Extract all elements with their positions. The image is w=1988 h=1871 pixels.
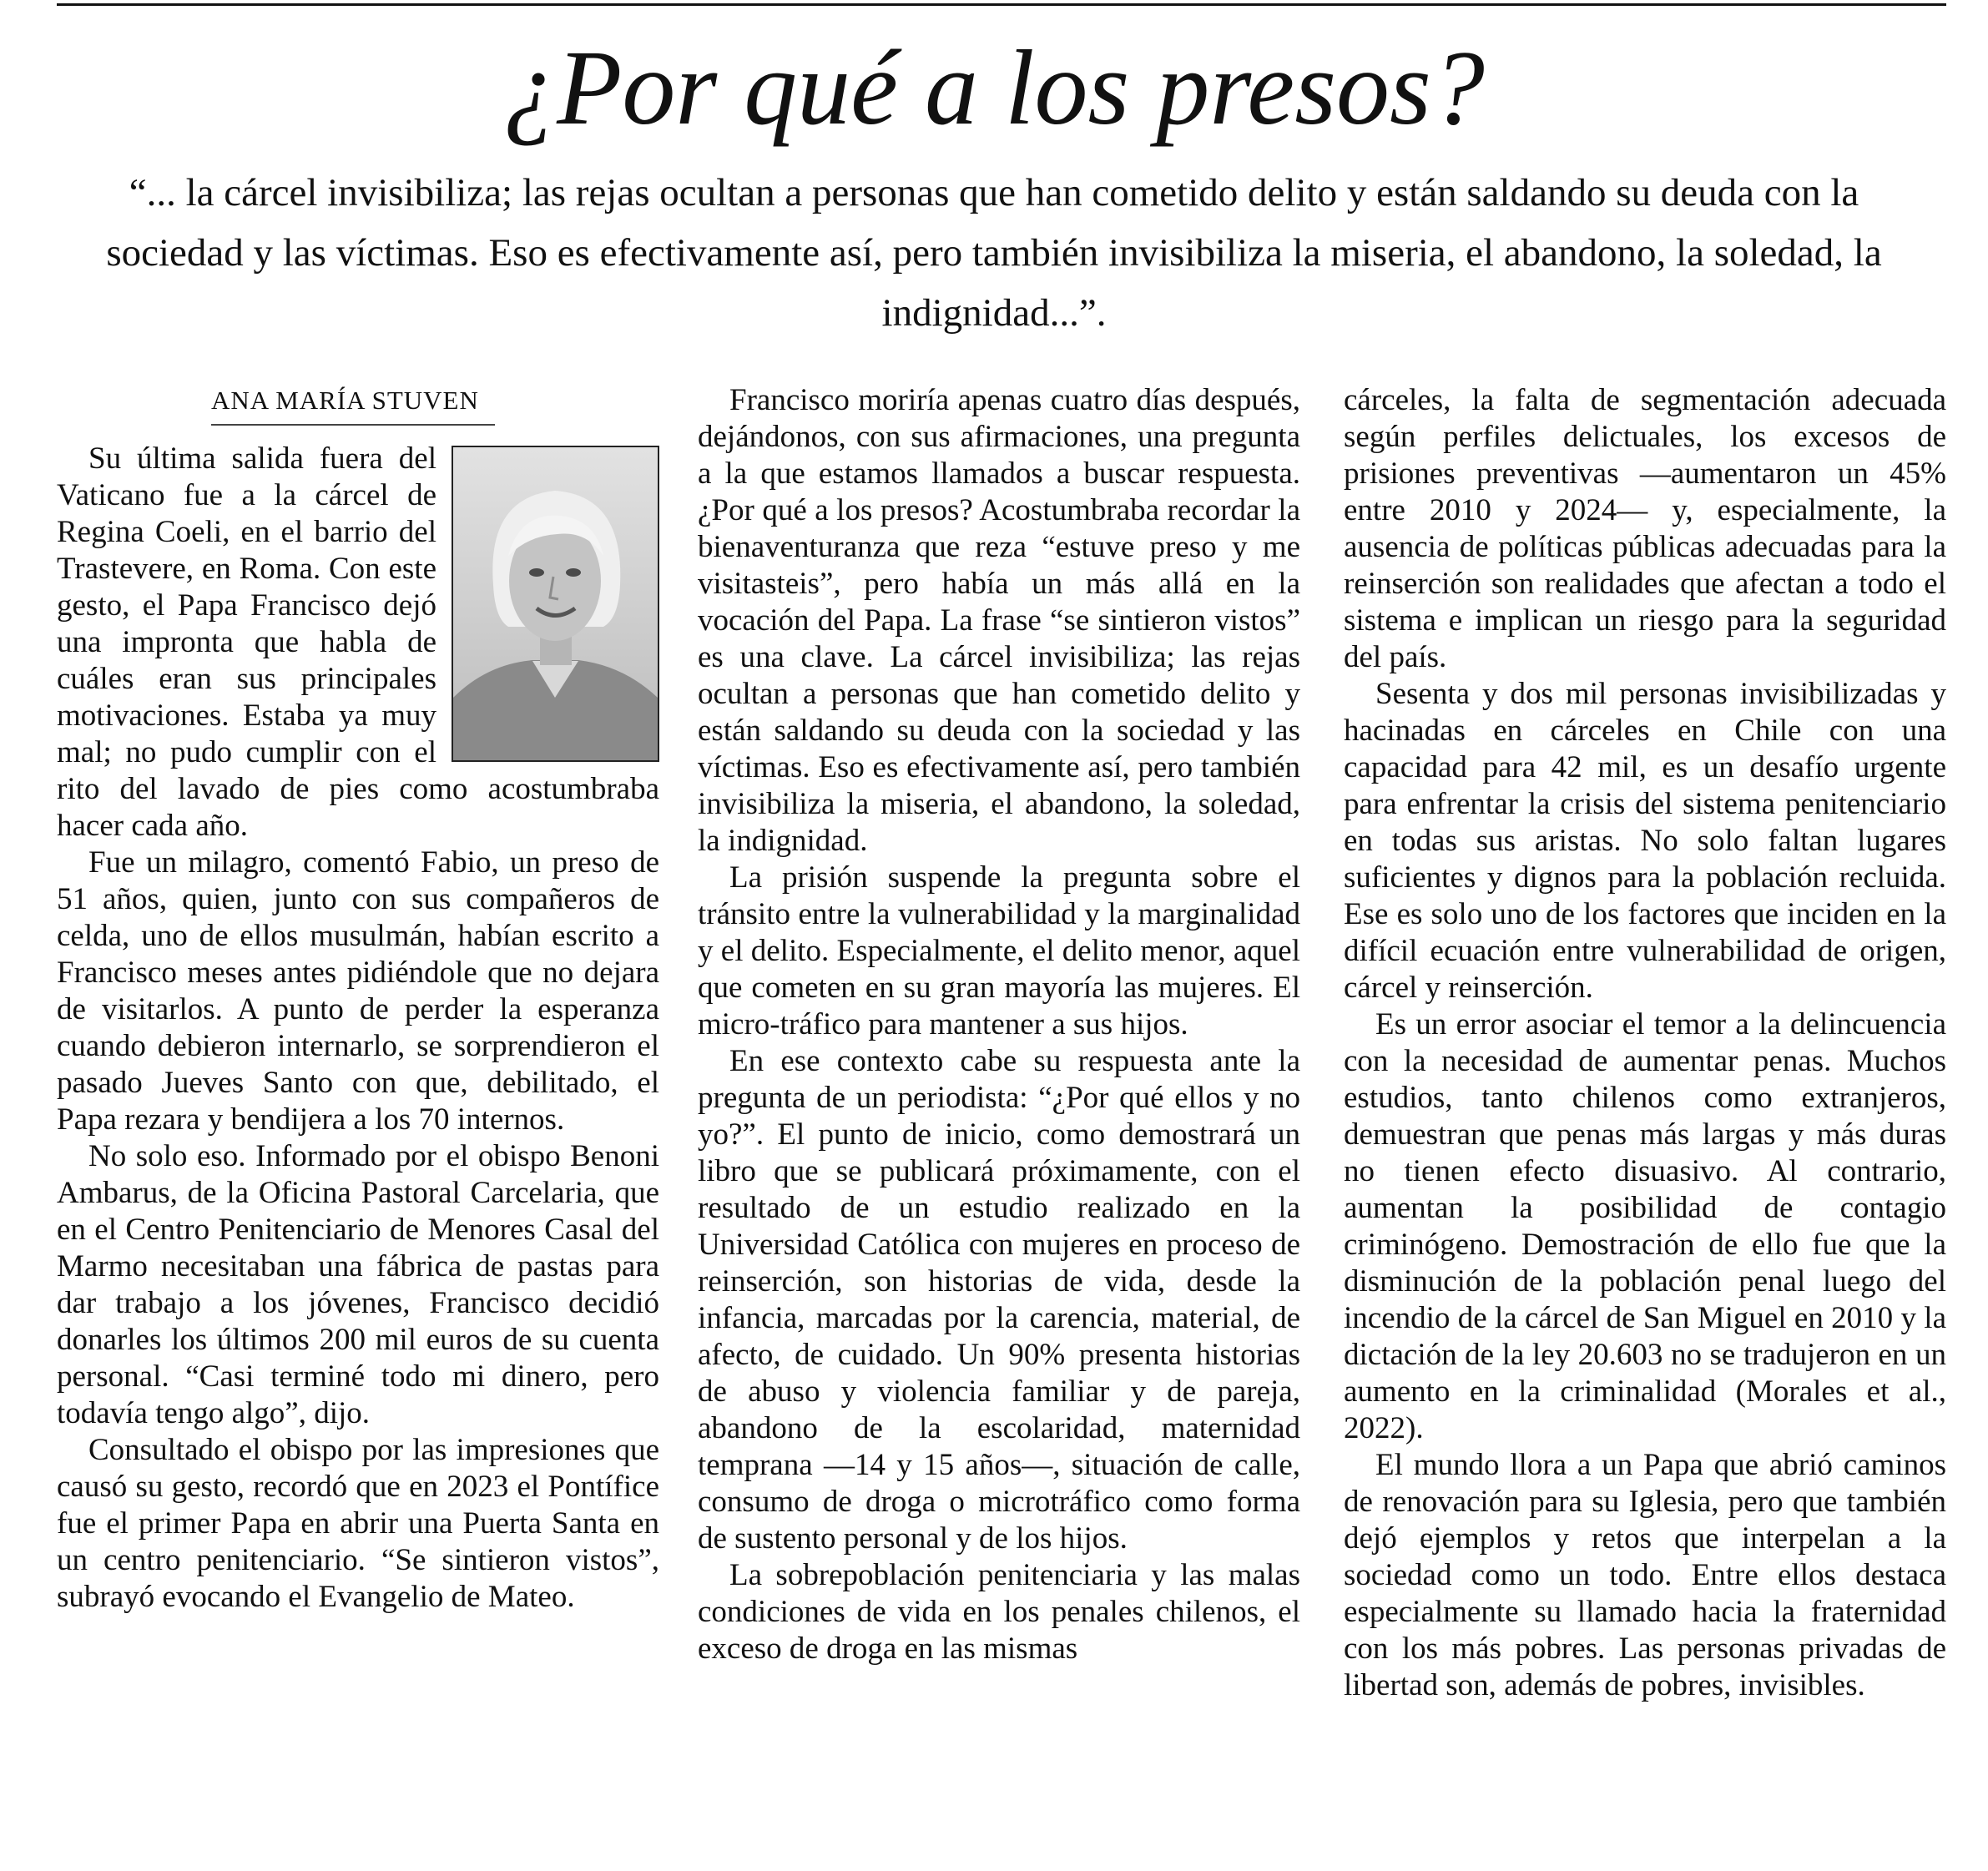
column-1 — [57, 382, 659, 1616]
headline: ¿Por qué a los presos? — [503, 28, 1485, 147]
paragraph-1 — [57, 441, 659, 845]
top-rule — [57, 3, 1946, 6]
pull-quote-deck: “... la cárcel invisibiliza; las rejas ocultan a personas que han cometido delito y están saldando su deuda con la sociedad y las víctimas. Eso es efectivamente así, pero también invisibiliza la miseria, el abandono, la soledad, la indignidad...”. — [106, 171, 1882, 335]
paragraph-5: Francisco moriría apenas cuatro días después, dejándonos, con sus afirmaciones, una pregunta a la que estamos llamados a buscar respuesta. ¿Por qué a los presos? Acostumbraba recordar la bienaventuranza que reza “estuve preso y me visitasteis”, pero había un más allá en la vocación del Papa. La frase “se sintieron vistos” es una clave. La cárcel invisibiliza; las rejas ocultan a personas que han cometido delito y están saldando su deuda con la sociedad y las víctimas. Eso es efectivamente así, pero también invisibiliza la miseria, el abandono, la soledad, la indignidad. — [698, 383, 1300, 858]
column-3 — [1344, 382, 1946, 1704]
paragraph-8: La sobrepoblación penitenciaria y las malas condiciones de vida en los penales chilenos, el exceso de droga en las mismas — [698, 1558, 1300, 1666]
paragraph-11: El mundo llora a un Papa que abrió caminos de renovación para su Iglesia, pero que también dejó ejemplos y retos que interpelan a la sociedad como un todo. Entre ellos destaca especialmente su llamado hacia la fraternidad con los más pobres. Las personas privadas de libertad son, además de pobres, invisibles. — [1344, 1448, 1946, 1702]
paragraph-6: La prisión suspende la pregunta sobre el tránsito entre la vulnerabilidad y la marginalidad y el delito. Especialmente, el delito menor, aquel que cometen en su gran mayoría las mujeres. El micro-tráfico para mantener a sus hijos. — [698, 860, 1300, 1041]
paragraph-9: Sesenta y dos mil personas invisibilizadas y hacinadas en cárceles en Chile con una capacidad para 42 mil, es un desafío urgente para enfrentar la crisis del sistema penitenciario en todas sus aristas. No solo faltan lugares suficientes y dignos para la población recluida. Ese es solo uno de los factores que inciden en la difícil ecuación entre vulnerabilidad de origen, cárcel y reinserción. — [1344, 677, 1946, 1005]
paragraph-4: Consultado el obispo por las impresiones que causó su gesto, recordó que en 2023 el Pontífice fue el primer Papa en abrir una Puerta Santa en un centro penitenciario. “Se sintieron vistos”, subrayó evocando el Evangelio de Mateo. — [57, 1433, 659, 1614]
paragraph-1-text: Su última salida fuera del Vaticano fue a la cárcel de Regina Coeli, en el barrio del Trastevere, en Roma. Con este gesto, el Papa Francisco dejó una impronta que habla de cuáles eran sus principales motivaciones. Estaba ya muy mal; no pudo cumplir con el rito del lavado de pies como acostumbraba hacer cada año. — [57, 441, 659, 843]
paragraph-3: No solo eso. Informado por el obispo Benoni Ambarus, de la Oficina Pastoral Carcelaria, que en el Centro Penitenciario de Menores Casal del Marmo necesitaban una fábrica de pastas para dar trabajo a los jóvenes, Francisco decidió donarles los últimos 200 mil euros de su cuenta personal. “Casi terminé todo mi dinero, pero todavía tengo algo”, dijo. — [57, 1139, 659, 1430]
author-portrait — [452, 446, 659, 762]
column-2 — [698, 382, 1300, 1667]
portrait-photo — [453, 447, 658, 760]
paragraph-8-continued: cárceles, la falta de segmentación adecuada según perfiles delictuales, los excesos de prisiones preventivas —aumentaron un 45% entre 2010 y 2024— y, especialmente, la ausencia de políticas públicas adecuadas para la reinserción son realidades que afectan a todo el sistema e implican un riesgo para la seguridad del país. — [1344, 383, 1946, 674]
paragraph-2: Fue un milagro, comentó Fabio, un preso de 51 años, quien, junto con sus compañeros de celda, uno de ellos musulmán, habían escrito a Francisco meses antes pidiéndole que no dejara de visitarlos. A punto de perder la esperanza cuando debieron internarlo, se sorprendieron el pasado Jueves Santo con que, debilitado, el Papa rezara y bendijera a los 70 internos. — [57, 845, 659, 1137]
paragraph-10: Es un error asociar el temor a la delincuencia con la necesidad de aumentar penas. Muchos estudios, tanto chilenos como extranjeros, demuestran que penas más largas y más duras no tienen efecto disuasivo. Al contrario, aumentan la posibilidad de contagio criminógeno. Demostración de ello fue que la disminución de la población penal luego del incendio de la cárcel de San Miguel en 2010 y la dictación de la ley 20.603 no se tradujeron en un aumento en la criminalidad (Morales et al., 2022). — [1344, 1007, 1946, 1445]
paragraph-7: En ese contexto cabe su respuesta ante la pregunta de un periodista: “¿Por qué ellos y no yo?”. El punto de inicio, como demostrará un libro que se publicará próximamente, con el resultado de un estudio realizado en la Universidad Católica con mujeres en proceso de reinserción, son historias de vida, desde la infancia, marcadas por la carencia, material, de afecto, de cuidado. Un 90% presenta historias de abuso y violencia familiar y de pareja, abandono de la escolaridad, maternidad temprana —14 y 15 años—, situación de calle, consumo de droga o microtráfico como forma de sustento personal y de los hijos. — [698, 1044, 1300, 1556]
byline: ANA MARÍA STUVEN — [211, 382, 495, 426]
